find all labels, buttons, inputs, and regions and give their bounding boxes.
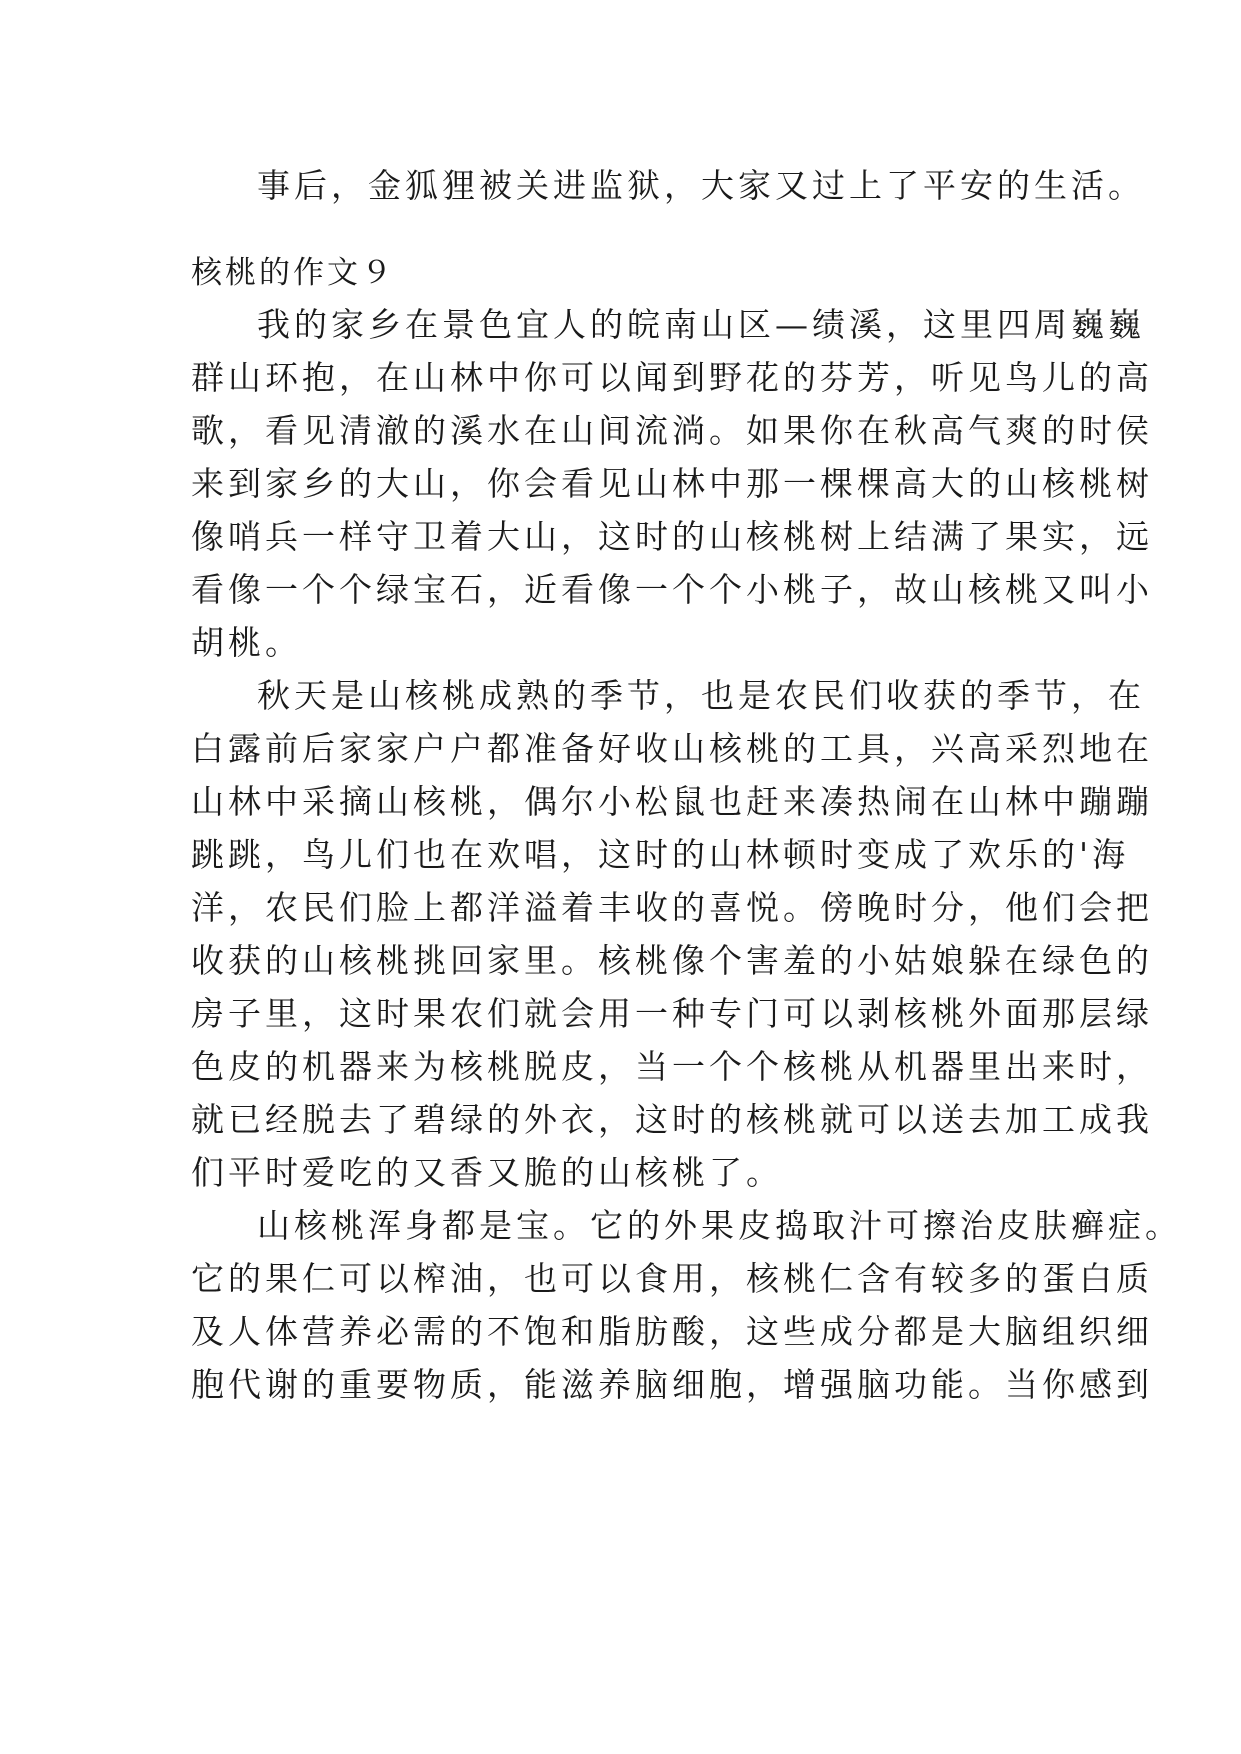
paragraph-line: 们平时爱吃的又香又脆的山核桃了。 [191,1153,783,1192]
paragraph-line: 收获的山核桃挑回家里。核桃像个害羞的小姑娘躲在绿色的 [191,941,1153,980]
paragraph-line: 胡桃。 [191,623,302,662]
paragraph-line: 来到家乡的大山，你会看见山林中那一棵棵高大的山核桃树 [191,464,1153,503]
paragraph-line: 白露前后家家户户都准备好收山核桃的工具，兴高采烈地在 [191,729,1153,768]
section-heading: 核桃的作文９ [191,255,395,291]
paragraph-line: 洋，农民们脸上都洋溢着丰收的喜悦。傍晚时分，他们会把 [191,888,1153,927]
paragraph-line: 色皮的机器来为核桃脱皮，当一个个核桃从机器里出来时， [191,1047,1153,1086]
paragraph-line: 山林中采摘山核桃，偶尔小松鼠也赶来凑热闹在山林中蹦蹦 [191,782,1153,821]
paragraph-line: 它的果仁可以榨油，也可以食用，核桃仁含有较多的蛋白质 [191,1259,1153,1298]
paragraph-line: 看像一个个绿宝石，近看像一个个小桃子，故山核桃又叫小 [191,570,1153,609]
paragraph-line: 群山环抱，在山林中你可以闻到野花的芬芳，听见鸟儿的高 [191,358,1153,397]
paragraph-line: 歌，看见清澈的溪水在山间流淌。如果你在秋高气爽的时侯 [191,411,1153,450]
paragraph-line: 就已经脱去了碧绿的外衣，这时的核桃就可以送去加工成我 [191,1100,1153,1139]
paragraph-line: 胞代谢的重要物质，能滋养脑细胞，增强脑功能。当你感到 [191,1365,1153,1404]
paragraph-line: 像哨兵一样守卫着大山，这时的山核桃树上结满了果实，远 [191,517,1153,556]
paragraph-line: 事后，金狐狸被关进监狱，大家又过上了平安的生活。 [257,166,1145,205]
paragraph-line: 秋天是山核桃成熟的季节，也是农民们收获的季节，在 [257,676,1145,715]
paragraph-line: 及人体营养必需的不饱和脂肪酸，这些成分都是大脑组织细 [191,1312,1153,1351]
paragraph-line: 山核桃浑身都是宝。它的外果皮捣取汁可擦治皮肤癣症。 [257,1206,1182,1245]
paragraph-line: 跳跳，鸟儿们也在欢唱，这时的山林顿时变成了欢乐的'海 [191,835,1130,874]
paragraph-line: 我的家乡在景色宜人的皖南山区—绩溪，这里四周巍巍 [257,305,1145,344]
paragraph-line: 房子里，这时果农们就会用一种专门可以剥核桃外面那层绿 [191,994,1153,1033]
